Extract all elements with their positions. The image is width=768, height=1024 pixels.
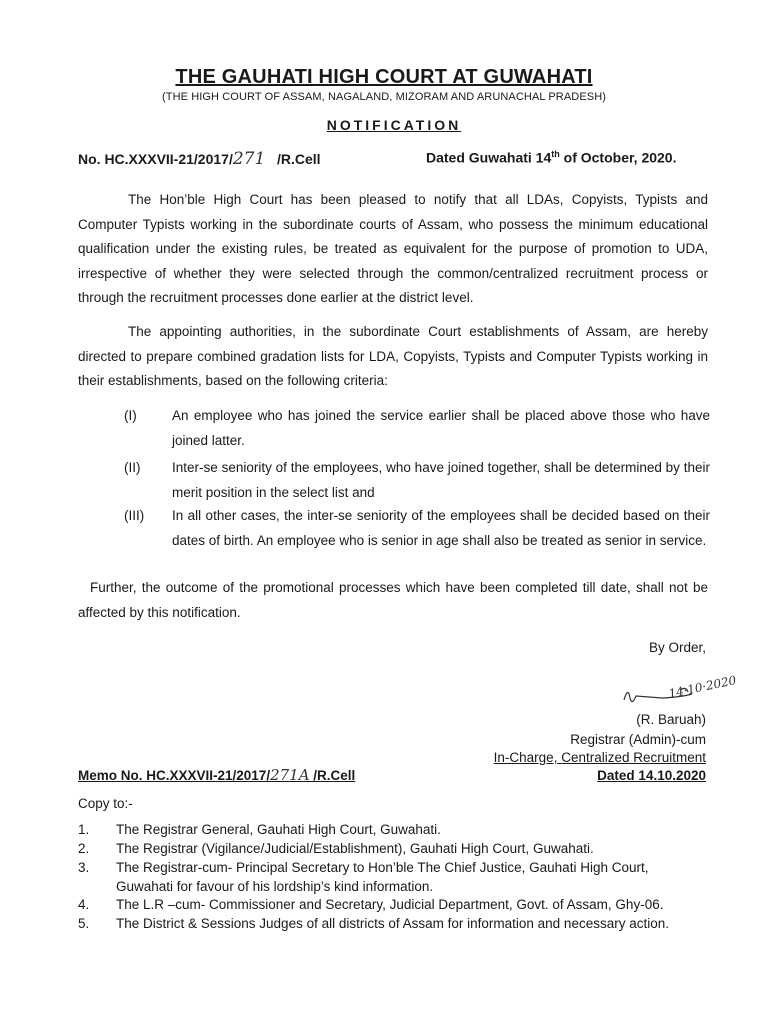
paragraph-1 [78, 188, 708, 311]
signatory-incharge: In-Charge, Centralized Recruitment [493, 750, 706, 765]
paragraph-2-text: The appointing authorities, in the subordinate Court establishments of Assam, are hereby directed to prepare combined gradation lists for LDA, Copyists, Typists and Computer Typists working in their establishments, based on the following criteria: [78, 324, 708, 388]
by-order: By Order, [648, 640, 706, 655]
memo-number [78, 766, 355, 784]
criteria-number: (II) [124, 460, 141, 475]
copy-item [78, 820, 710, 839]
notification-date [426, 149, 676, 166]
notification-heading: NOTIFICATION [326, 117, 462, 133]
notification-number-suffix: /R.Cell [276, 151, 321, 167]
copy-item [78, 895, 710, 914]
memo-suffix: /R.Cell [309, 768, 356, 783]
copy-item-text: The Registrar (Vigilance/Judicial/Establishment), Gauhati High Court, Guwahati. [116, 841, 594, 856]
copy-item-text: The Registrar General, Gauhati High Court, Guwahati. [116, 822, 441, 837]
further-paragraph: Further, the outcome of the promotional processes which have been completed till date, shall not be affected by this notification. [78, 580, 708, 620]
notification-number-prefix: No. HC.XXXVII-21/2017/ [78, 151, 233, 167]
copy-item-number: 4. [78, 897, 90, 912]
memo-date: Dated 14.10.2020 [597, 768, 706, 783]
date-suffix: of October, 2020. [559, 149, 677, 166]
criteria-text: Inter-se seniority of the employees, who have joined together, shall be determined by their merit position in the select list and [172, 460, 710, 500]
signatory-name: (R. Baruah) [636, 712, 706, 727]
copy-item-text: The L.R –cum- Commissioner and Secretary, Judicial Department, Govt. of Assam, Ghy-06. [116, 897, 664, 912]
criteria-item [124, 504, 714, 578]
copy-item [78, 839, 710, 858]
copy-item-text: The Registrar-cum- Principal Secretary to Hon’ble The Chief Justice, Gauhati High Court, Guwahati for favour of his lordship’s kind information. [116, 860, 649, 894]
copy-item-text: The District & Sessions Judges of all districts of Assam for information and necessary action. [116, 916, 669, 931]
criteria-number: (I) [124, 408, 137, 423]
copy-item [78, 858, 710, 896]
paragraph-1-text: The Hon’ble High Court has been pleased to notify that all LDAs, Copyists, Typists and Computer Typists working in the subordinate courts of Assam, who possess the minimum educational qualification under the existing rules, be treated as equivalent for the purpose of promotion to UDA, irrespective of whether they were selected through the common/centralized recruitment process or through the recruitment processes done earlier at the district level. [78, 192, 708, 305]
copy-item-number: 1. [78, 822, 90, 837]
paragraph-2 [78, 320, 708, 394]
criteria-text: An employee who has joined the service earlier shall be placed above those who have joined latter. [172, 408, 710, 448]
court-name: THE GAUHATI HIGH COURT AT GUWAHATI [175, 66, 593, 88]
criteria-item [124, 404, 714, 454]
memo-handwritten: 271A [270, 766, 310, 784]
notification-number-handwritten: 271 [232, 149, 266, 169]
notification-number [78, 149, 321, 169]
date-prefix: Dated Guwahati 14 [426, 149, 552, 166]
criteria-item [124, 456, 714, 506]
signatory-designation: Registrar (Admin)-cum [570, 732, 706, 747]
signature-handwritten-date: 14·10·2020 [667, 673, 738, 701]
copy-item-number: 3. [78, 860, 90, 875]
memo-prefix: Memo No. HC.XXXVII-21/2017/ [78, 768, 271, 783]
criteria-number: (III) [124, 508, 145, 523]
copy-to-label: Copy to:- [78, 796, 133, 811]
date-superscript: th [551, 149, 560, 159]
copy-item-number: 5. [78, 916, 90, 931]
criteria-text: In all other cases, the inter-se seniority of the employees shall be decided based on their dates of birth. An employee who is senior in age shall also be treated as senior in service. [172, 508, 710, 548]
copy-item-number: 2. [78, 841, 90, 856]
court-subtitle: (THE HIGH COURT OF ASSAM, NAGALAND, MIZORAM AND ARUNACHAL PRADESH) [161, 91, 607, 103]
copy-item [78, 914, 710, 933]
